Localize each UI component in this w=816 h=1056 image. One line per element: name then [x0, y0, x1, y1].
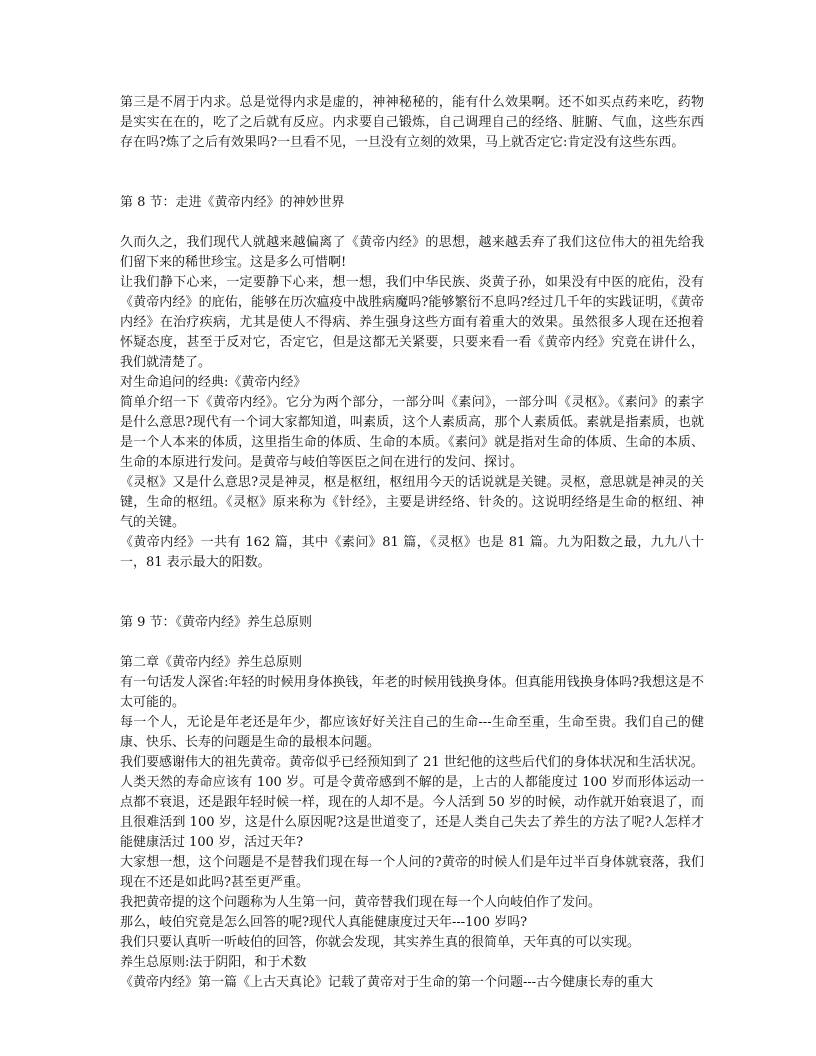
- para-thank-ancestor: 我们要感谢伟大的祖先黄帝。黄帝似乎已经预知到了 21 世纪他的这些后代们的身体状况和生活状况。: [120, 755, 704, 770]
- para-suwen: 简单介绍一下《黄帝内经》。它分为两个部分，一部分叫《素问》，一部分叫《灵枢》。《素问》的素字是什么意思?现代有一个词大家都知道，叫素质，这个人素质高，那个人素质低。素就是指素质，也就是一个人本来的体质，这里指生命的体质、生命的本质。《素问》就是指对生命的体质、生命的本质、生命的本原进行发问。是黄帝与岐伯等医臣之间在进行的发问、探讨。: [120, 395, 704, 470]
- spacer: [120, 153, 704, 193]
- para-162-chapters: 《黄帝内经》一共有 162 篇，其中《素问》81 篇，《灵枢》也是 81 篇。九为阳数之最，九九八十一，81 表示最大的阳数。: [120, 535, 704, 570]
- para-saying: 有一句话发人深省:年轻的时候用身体换钱，年老的时候用钱换身体。但真能用钱换身体吗?我想这是不太可能的。: [120, 675, 704, 710]
- para-inner-seeking-third: 第三是不屑于内求。总是觉得内求是虚的，神神秘秘的，能有什么效果啊。还不如买点药来吃，药物是实实在在的，吃了之后就有反应。内求要自己锻炼，自己调理自己的经络、脏腑、气血，这些东西存在吗?炼了之后有效果吗?一旦看不见，一旦没有立刻的效果，马上就否定它:肯定没有这些东西。: [120, 95, 704, 150]
- section-8-heading: 第 8 节：走进《黄帝内经》的神妙世界: [120, 195, 345, 210]
- para-listen: 我们只要认真听一听岐伯的回答，你就会发现，其实养生真的很简单，天年真的可以实现。: [120, 935, 641, 950]
- para-think: 大家想一想，这个问题是不是替我们现在每一个人问的?黄帝的时候人们是年过半百身体就衰落，我们现在不还是如此吗?甚至更严重。: [120, 855, 704, 890]
- para-first-chapter: 《黄帝内经》第一篇《上古天真论》记载了黄帝对于生命的第一个问题---古今健康长寿的重大: [120, 975, 654, 990]
- section-9-heading: 第 9 节：《黄帝内经》养生总原则: [120, 615, 313, 630]
- spacer: [120, 213, 704, 233]
- para-100-years: 人类天然的寿命应该有 100 岁。可是令黄帝感到不解的是，上古的人都能度过 100 岁而形体运动一点都不衰退，还是跟年轻时候一样，现在的人却不是。今人活到 50 岁的时候，动作就开始衰退了，而且很难活到 100 岁，这是什么原因呢?这是世道变了，还是人类自己失去了养生的方法了呢?人怎样才能健康活过 100 岁，活过天年?: [120, 775, 704, 850]
- para-calm-down: 让我们静下心来，一定要静下心来，想一想，我们中华民族、炎黄子孙，如果没有中医的庇佑，没有《黄帝内经》的庇佑，能够在历次瘟疫中战胜病魔吗?能够繁衍不息吗?经过几千年的实践证明，《黄帝内经》在治疗疾病，尤其是使人不得病、养生强身这些方面有着重大的效果。虽然很多人现在还抱着怀疑态度，甚至于反对它，否定它，但是这都无关紧要，只要来看一看《黄帝内经》究竟在讲什么，我们就清楚了。: [120, 275, 704, 370]
- spacer: [120, 633, 704, 653]
- para-drifting-away: 久而久之，我们现代人就越来越偏离了《黄帝内经》的思想，越来越丢弃了我们这位伟大的祖先给我们留下来的稀世珍宝。这是多么可惜啊!: [120, 235, 704, 270]
- para-qibo-answer: 那么，岐伯究竟是怎么回答的呢?现代人真能健康度过天年---100 岁吗?: [120, 915, 528, 930]
- para-chapter-2-title: 第二章《黄帝内经》养生总原则: [120, 655, 303, 670]
- para-first-question: 我把黄帝提的这个问题称为人生第一问，黄帝替我们现在每一个人向岐伯作了发问。: [120, 895, 602, 910]
- document-page: [120, 93, 704, 993]
- para-lingshu: 《灵枢》又是什么意思?灵是神灵，枢是枢纽，枢纽用今天的话说就是关键。灵枢，意思就是神灵的关键，生命的枢纽。《灵枢》原来称为《针经》，主要是讲经络、针灸的。这说明经络是生命的枢纽、神气的关键。: [120, 475, 704, 530]
- spacer: [120, 573, 704, 613]
- para-life-first: 每一个人，无论是年老还是年少，都应该好好关注自己的生命---生命至重，生命至贵。我们自己的健康、快乐、长寿的问题是生命的最根本问题。: [120, 715, 704, 750]
- para-classic-title: 对生命追问的经典:《黄帝内经》: [120, 375, 307, 390]
- para-principle: 养生总原则:法于阴阳，和于术数: [120, 955, 307, 970]
